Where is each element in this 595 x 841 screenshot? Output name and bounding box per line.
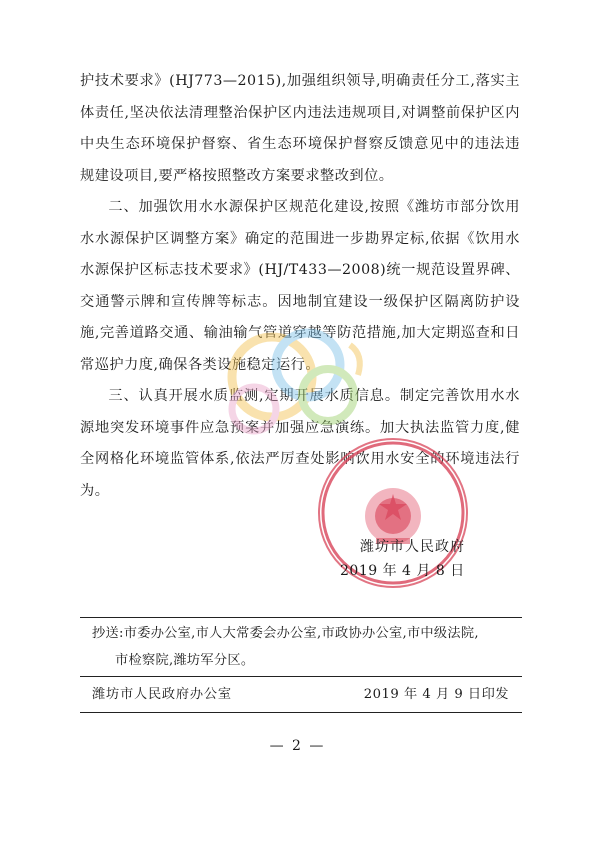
footer-rule-middle: [80, 676, 522, 677]
cc-line-2: 市检察院,潍坊军分区。: [115, 653, 255, 668]
cc-list: [92, 620, 517, 674]
issuer-name: 潍坊市人民政府: [360, 539, 465, 555]
paragraph-1: 护技术要求》(HJ773—2015),加强组织领导,明确责任分工,落实主体责任,坚决依法清理整治保护区内违法违规项目,对调整前保护区内中央生态环境保护督察、省生态环境保护督察反馈意见中的违法违规建设项目,要严格按照整改方案要求整改到位。: [80, 73, 520, 184]
signature-date: 2019 年 4 月 8 日: [340, 563, 465, 579]
cc-line-1: 抄送:市委办公室,市人大常委会办公室,市政协办公室,市中级法院,: [92, 626, 479, 641]
page-number: — 2 —: [269, 738, 326, 754]
watermark-logo-icon: [210, 305, 380, 455]
paragraph-2: 二、加强饮用水水源保护区规范化建设,按照《潍坊市部分饮用水水源保护区调整方案》确定的范围进一步勘界定标,依据《饮用水水源保护区标志技术要求》(HJ/T433—2008)统一规范设置界碑、交通警示牌和宣传牌等标志。因地制宜建设一级保护区隔离防护设施,完善道路交通、输油输气管道穿越等防范措施,加大定期巡查和日常巡护力度,确保各类设施稳定运行。: [80, 199, 520, 373]
paragraph-3: 三、认真开展水质监测,定期开展水质信息。制定完善饮用水水源地突发环境事件应急预案并加强应急演练。加大执法监管力度,健全网格化环境监管体系,依法严厉查处影响饮用水安全的环境违法行为。: [80, 388, 520, 499]
print-date: 2019 年 4 月 9 日印发: [363, 687, 509, 702]
issuing-office: 潍坊市人民政府办公室: [92, 687, 232, 702]
footer-rule-bottom: [80, 712, 522, 713]
footer-rule-top: [80, 617, 522, 618]
